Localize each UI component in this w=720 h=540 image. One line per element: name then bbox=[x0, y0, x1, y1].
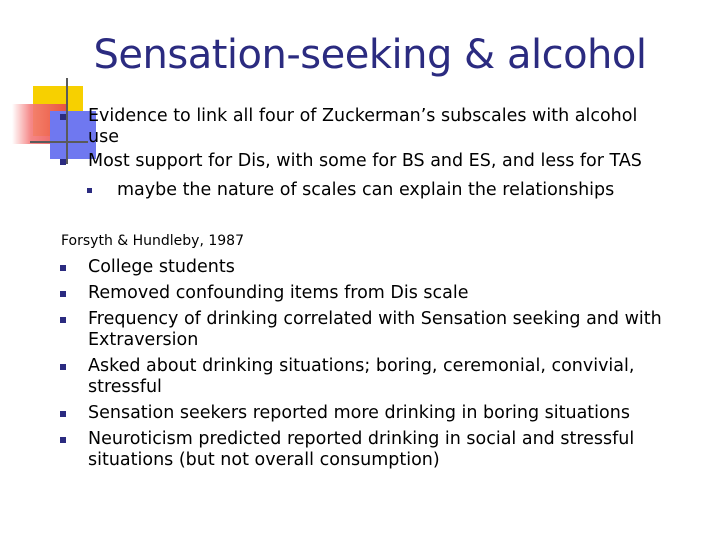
top-bullet-list bbox=[60, 106, 670, 175]
sub-bullet-text: maybe the nature of scales can explain the relationships bbox=[117, 180, 615, 200]
bullet-text: Evidence to link all four of Zuckerman’s subscales with alcohol use bbox=[88, 106, 638, 147]
square-bullet-icon bbox=[60, 114, 66, 120]
bullet-item bbox=[60, 356, 670, 398]
bullet-text: Removed confounding items from Dis scale bbox=[88, 283, 469, 303]
bullet-item bbox=[60, 429, 670, 471]
square-bullet-icon bbox=[60, 265, 66, 271]
reference-citation: Forsyth & Hundleby, 1987 bbox=[61, 233, 244, 249]
bullet-item bbox=[60, 309, 670, 351]
square-bullet-icon bbox=[60, 317, 66, 323]
square-bullet-icon bbox=[60, 159, 66, 165]
square-bullet-icon bbox=[60, 291, 66, 297]
sub-bullet-item bbox=[60, 180, 720, 201]
bullet-text: Sensation seekers reported more drinking in boring situations bbox=[88, 403, 630, 423]
bottom-bullet-list bbox=[60, 257, 670, 476]
bullet-item bbox=[60, 106, 670, 148]
bullet-text: Asked about drinking situations; boring, ceremonial, convivial, stressful bbox=[88, 356, 635, 397]
square-bullet-icon bbox=[60, 411, 66, 417]
bullet-item bbox=[60, 151, 670, 172]
bullet-item bbox=[60, 257, 670, 278]
bullet-item bbox=[60, 403, 670, 424]
bullet-text: College students bbox=[88, 257, 235, 277]
bullet-item bbox=[60, 283, 670, 304]
bullet-text: Neuroticism predicted reported drinking in social and stressful situations (but not overall consumption) bbox=[88, 429, 635, 470]
square-bullet-icon bbox=[60, 437, 66, 443]
bullet-text: Frequency of drinking correlated with Sensation seeking and with Extraversion bbox=[88, 309, 662, 350]
square-bullet-icon bbox=[87, 188, 92, 193]
square-bullet-icon bbox=[60, 364, 66, 370]
slide-title: Sensation-seeking & alcohol bbox=[93, 32, 647, 78]
bullet-text: Most support for Dis, with some for BS and ES, and less for TAS bbox=[88, 151, 642, 171]
